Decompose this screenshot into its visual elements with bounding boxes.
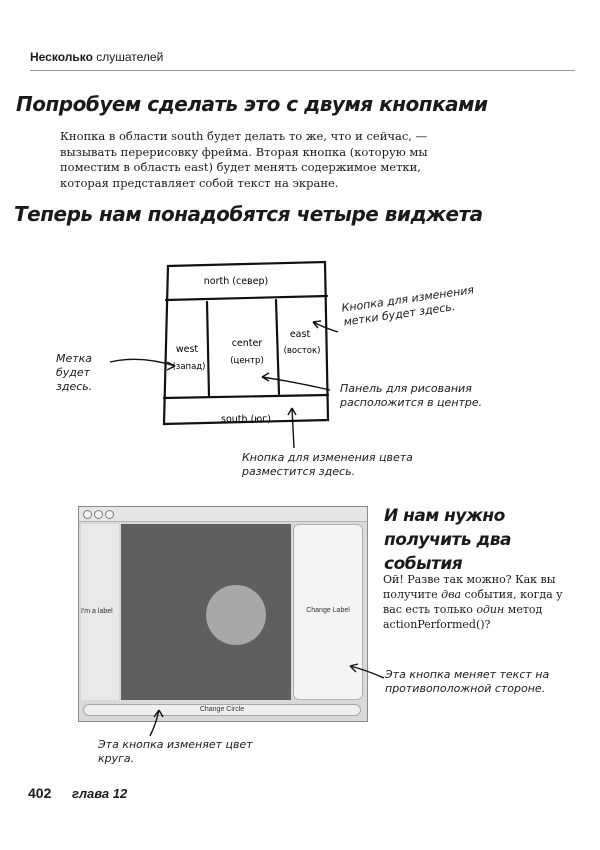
heading-four-widgets: Теперь нам понадобятся четыре виджета xyxy=(14,202,483,226)
side-question-em1: два xyxy=(441,588,462,601)
note-change-label: Эта кнопка меняет текст на противоположной стороне. xyxy=(385,668,550,695)
diagram-west-line xyxy=(207,302,209,396)
section-header-bold: Несколько xyxy=(30,50,93,64)
label-north: north (север) xyxy=(203,276,269,287)
chapter-label: глава 12 xyxy=(72,786,128,801)
label-west: west xyxy=(175,344,199,355)
side-question-em2: один xyxy=(476,603,505,616)
label-west-ru: (запад) xyxy=(172,362,206,372)
arrow-center xyxy=(262,377,330,390)
note-center: Панель для рисования расположится в центре. xyxy=(340,382,483,409)
section-header-rest: слушателей xyxy=(92,50,164,64)
zoom-dot-icon[interactable] xyxy=(105,510,114,519)
label-widget: I'm a label xyxy=(81,608,113,615)
circle-shape xyxy=(206,585,266,645)
heading-two-buttons: Попробуем сделать это с двумя кнопками xyxy=(16,92,488,116)
note-label: Метка будет здесь. xyxy=(56,352,93,393)
note-change-circle: Эта кнопка изменяет цвет круга. xyxy=(98,738,253,765)
change-circle-button-text: Change Circle xyxy=(199,706,245,713)
arrow-change-circle xyxy=(150,710,159,736)
side-question-part2: события, когда у вас есть только xyxy=(383,588,563,616)
label-center: center xyxy=(231,338,263,349)
label-center-ru: (центр) xyxy=(230,356,264,366)
label-east-ru: (восток) xyxy=(283,346,321,356)
intro-paragraph: Кнопка в области south будет делать то же, что и сейчас, — вызывать перерисовку фрейма. Вторая кнопка (которую мы поместим в область east) будет менять содержимое метки, которая представляет собой текст на экране. xyxy=(60,129,428,190)
side-question-part1: Ой! Разве так можно? Как вы получите xyxy=(383,573,556,601)
note-south: Кнопка для изменения цвета разместится здесь. xyxy=(242,451,413,478)
header-rule xyxy=(30,70,575,71)
arrow-south xyxy=(292,408,294,448)
change-label-button-text: Change Label xyxy=(306,607,350,614)
window-title-bar xyxy=(79,507,367,522)
side-question-part3: метод actionPerformed()? xyxy=(383,603,543,631)
diagram-north-line xyxy=(166,296,327,300)
label-south: south (юг) xyxy=(221,414,271,425)
minimize-dot-icon[interactable] xyxy=(94,510,103,519)
note-east: Кнопка для изменения метки будет здесь. xyxy=(340,283,475,329)
section-header xyxy=(30,50,163,64)
heading-two-events: И нам нужно получить два события xyxy=(384,506,512,574)
page-number: 402 xyxy=(28,785,52,801)
diagram-south-line xyxy=(164,395,328,398)
label-east: east xyxy=(289,329,311,340)
side-question xyxy=(383,572,568,632)
close-dot-icon[interactable] xyxy=(83,510,92,519)
